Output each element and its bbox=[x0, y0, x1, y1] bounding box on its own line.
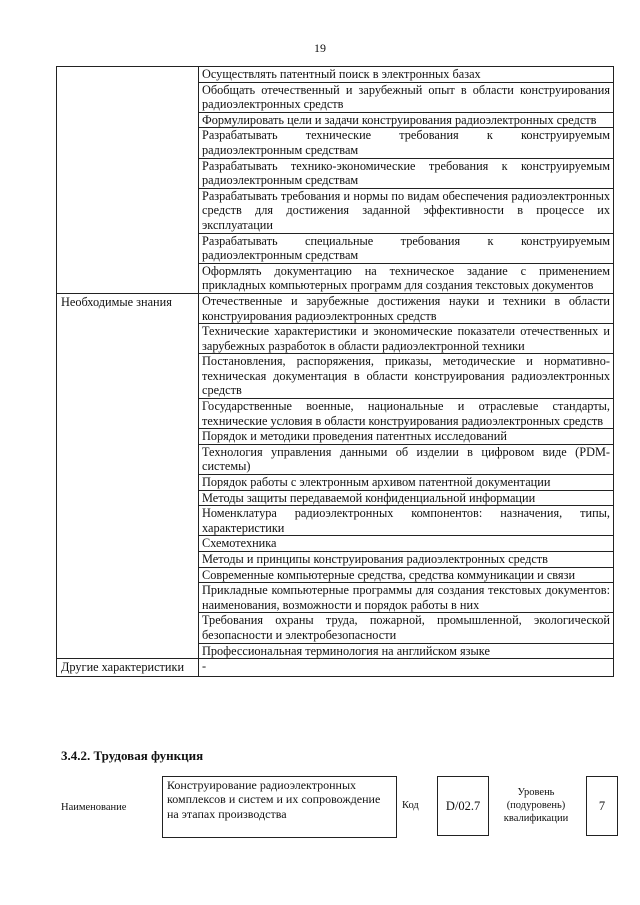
table-row bbox=[57, 293, 614, 323]
page-number: 19 bbox=[314, 41, 326, 55]
name-value: Конструирование радиоэлектронных комплексов и систем и их сопровождение на этапах производства bbox=[162, 776, 397, 838]
table-cell: Профессиональная терминология на английском языке bbox=[199, 643, 614, 659]
table-cell: Разрабатывать технические требования к конструируемым радиоэлектронным средствам bbox=[199, 128, 614, 158]
code-value: D/02.7 bbox=[437, 776, 489, 836]
table-cell: Современные компьютерные средства, средства коммуникации и связи bbox=[199, 567, 614, 583]
table-cell: Обобщать отечественный и зарубежный опыт в области конструирования радиоэлектронных средств bbox=[199, 82, 614, 112]
other-characteristics-label: Другие характеристики bbox=[57, 659, 199, 677]
table-row bbox=[57, 67, 614, 83]
actions-label-cell bbox=[57, 67, 199, 294]
qualification-level-value: 7 bbox=[586, 776, 618, 836]
section-title: 3.4.2. Трудовая функция bbox=[61, 748, 204, 763]
name-label: Наименование bbox=[61, 802, 127, 813]
table-cell: Технология управления данными об изделии в цифровом виде (PDM-системы) bbox=[199, 444, 614, 474]
table-cell: Разрабатывать требования и нормы по видам обеспечения радиоэлектронных средств для достижения заданной эффективности в процессе их эксплуатации bbox=[199, 188, 614, 233]
table-cell: Отечественные и зарубежные достижения науки и техники в области конструирования радиоэлектронных средств bbox=[199, 293, 614, 323]
table-cell: Схемотехника bbox=[199, 536, 614, 552]
skills-table bbox=[56, 66, 614, 677]
table-row bbox=[57, 659, 614, 677]
table-cell: Методы защиты передаваемой конфиденциальной информации bbox=[199, 490, 614, 506]
table-cell: Оформлять документацию на техническое задание с применением прикладных компьютерных программ для создания текстовых документов bbox=[199, 263, 614, 293]
qualification-level-label: Уровень (подуровень) квалификации bbox=[503, 787, 569, 824]
table-cell: Осуществлять патентный поиск в электронных базах bbox=[199, 67, 614, 83]
table-cell: Порядок и методики проведения патентных исследований bbox=[199, 429, 614, 445]
knowledge-label: Необходимые знания bbox=[57, 293, 199, 658]
table-cell: Технические характеристики и экономические показатели отечественных и зарубежных разработок в области радиоэлектронной техники bbox=[199, 324, 614, 354]
table-cell: Порядок работы с электронным архивом патентной документации bbox=[199, 475, 614, 491]
table-cell: Постановления, распоряжения, приказы, методические и нормативно-техническая документация в области конструирования радиоэлектронных средств bbox=[199, 354, 614, 399]
table-cell: Требования охраны труда, пожарной, промышленной, экологической безопасности и электробезопасности bbox=[199, 613, 614, 643]
table-cell: Методы и принципы конструирования радиоэлектронных средств bbox=[199, 552, 614, 568]
other-characteristics-value: - bbox=[199, 659, 614, 677]
code-label: Код bbox=[402, 800, 419, 811]
table-cell: Разрабатывать технико-экономические требования к конструируемым радиоэлектронным средствам bbox=[199, 158, 614, 188]
table-cell: Прикладные компьютерные программы для создания текстовых документов: наименования, возможности и порядок работы в них bbox=[199, 583, 614, 613]
table-cell: Номенклатура радиоэлектронных компонентов: назначения, типы, характеристики bbox=[199, 506, 614, 536]
table-cell: Формулировать цели и задачи конструирования радиоэлектронных средств bbox=[199, 112, 614, 128]
labor-function-header bbox=[56, 776, 616, 838]
table-cell: Государственные военные, национальные и отраслевые стандарты, технические условия в области конструирования радиоэлектронных средств bbox=[199, 399, 614, 429]
table-cell: Разрабатывать специальные требования к конструируемым радиоэлектронным средствам bbox=[199, 233, 614, 263]
